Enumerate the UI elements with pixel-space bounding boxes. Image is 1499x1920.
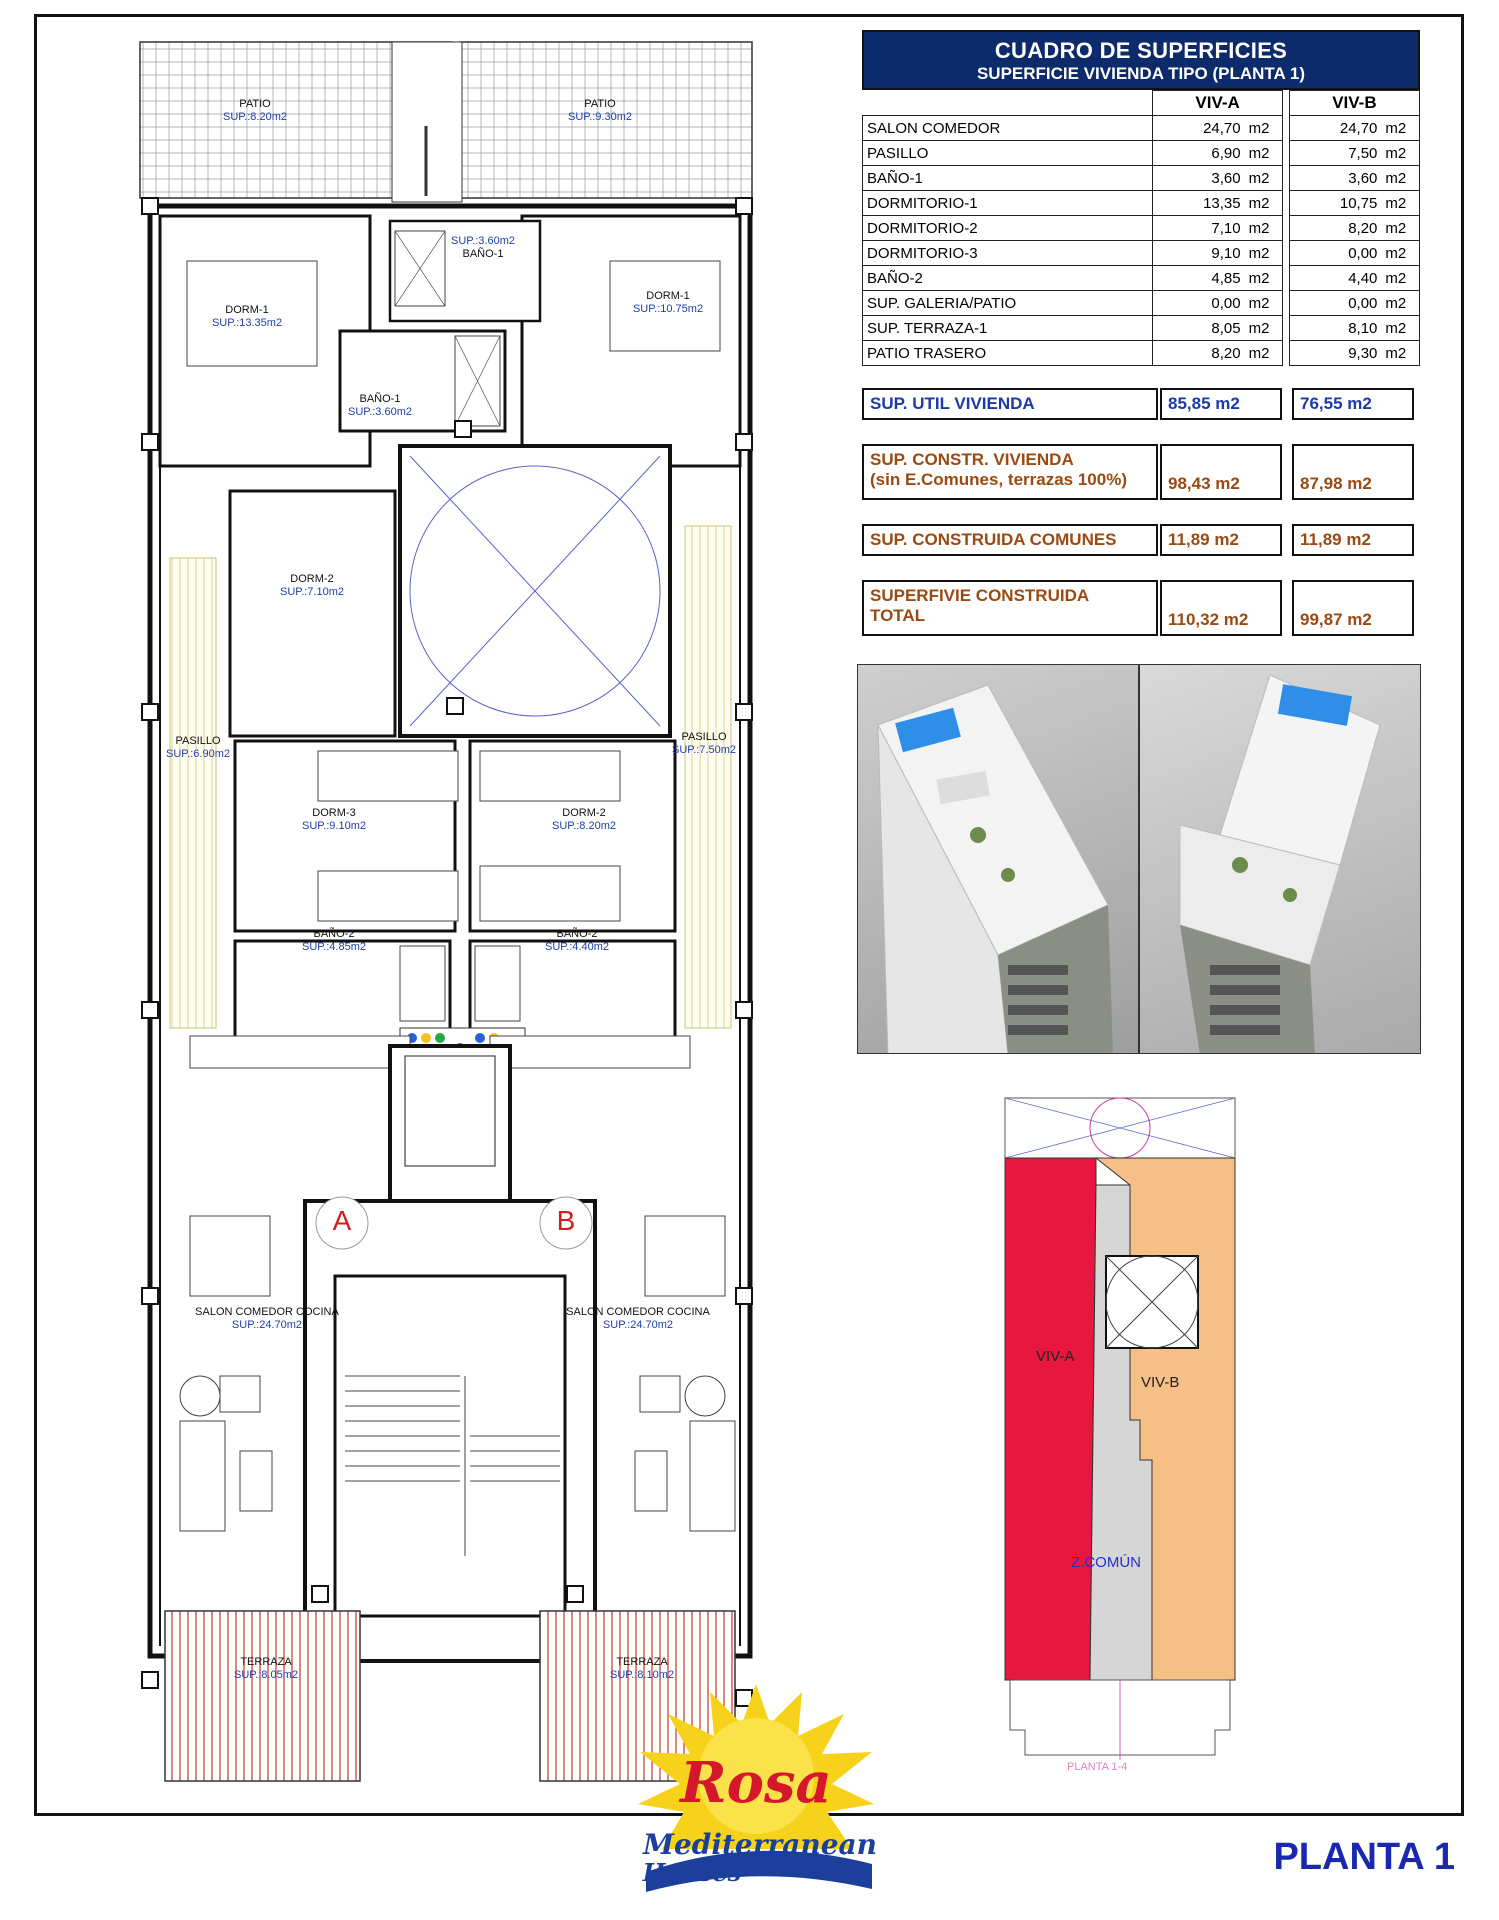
- row-total: SUPERFIVIE CONSTRUIDA TOTAL 110,32 m2 99,87 m2: [862, 580, 1420, 636]
- room-salon-b: SALON COMEDOR COCINA SUP.:24.70m2: [566, 1306, 710, 1331]
- room-terraza-a: TERRAZA SUP.:8.05m2: [233, 1656, 299, 1681]
- unit-b-marker: B: [556, 1205, 576, 1236]
- room-terraza-b: TERRAZA SUP.:8.10m2: [609, 1656, 675, 1681]
- surface-table: [862, 30, 1420, 636]
- room-pasillo-a: PASILLO SUP.:6.90m2: [165, 735, 231, 760]
- table-header: [862, 30, 1420, 90]
- room-pasillo-b: PASILLO SUP.:7.50m2: [671, 731, 737, 756]
- planta-range-label: PLANTA 1-4: [1067, 1761, 1128, 1773]
- surface-rows: [862, 90, 1420, 366]
- room-dorm2-b: DORM-2 SUP.:8.20m2: [551, 807, 617, 832]
- room-patio-a: PATIO SUP.:8.20m2: [222, 98, 288, 123]
- table-row: BAÑO-1 3,60 m2 3,60 m2: [863, 166, 1420, 191]
- table-title: CUADRO DE SUPERFICIES: [994, 38, 1288, 63]
- unit-location-diagram: [1000, 1090, 1240, 1790]
- room-bano2-a: BAÑO-2 SUP.:4.85m2: [301, 928, 367, 953]
- rosa-mediterranean-logo: [622, 1684, 890, 1894]
- col-viv-a: VIV-A: [1153, 91, 1283, 116]
- page-title: PLANTA 1: [1273, 1836, 1455, 1878]
- row-comunes: SUP. CONSTRUIDA COMUNES 11,89 m2 11,89 m2: [862, 524, 1420, 556]
- room-dorm3-a: DORM-3 SUP.:9.10m2: [301, 807, 367, 832]
- room-dorm2-a: DORM-2 SUP.:7.10m2: [279, 573, 345, 598]
- table-row: BAÑO-2 4,85 m2 4,40 m2: [863, 266, 1420, 291]
- room-bano1-top: SUP.:3.60m2 BAÑO-1: [450, 235, 516, 260]
- building-render-2: [1139, 664, 1421, 1054]
- zona-comun-label: Z.COMÚN: [1071, 1554, 1141, 1571]
- table-row: SUP. GALERIA/PATIO 0,00 m2 0,00 m2: [863, 291, 1420, 316]
- table-row: SALON COMEDOR 24,70 m2 24,70 m2: [863, 116, 1420, 141]
- row-util: SUP. UTIL VIVIENDA 85,85 m2 76,55 m2: [862, 388, 1420, 420]
- logo-line1: Mediterranean: [642, 1828, 878, 1861]
- room-dorm1-a: DORM-1 SUP.:13.35m2: [211, 304, 283, 329]
- row-constr: SUP. CONSTR. VIVIENDA (sin E.Comunes, terrazas 100%) 98,43 m2 87,98 m2: [862, 444, 1420, 500]
- table-subtitle: SUPERFICIE VIVIENDA TIPO (PLANTA 1): [976, 64, 1306, 83]
- table-row: SUP. TERRAZA-1 8,05 m2 8,10 m2: [863, 316, 1420, 341]
- building-render-1: [857, 664, 1139, 1054]
- room-dorm1-b: DORM-1 SUP.:10.75m2: [632, 290, 704, 315]
- viv-b-label: VIV-B: [1141, 1374, 1180, 1391]
- logo-line2: Houses: [642, 1858, 742, 1887]
- table-row: PATIO TRASERO 8,20 m2 9,30 m2: [863, 341, 1420, 366]
- room-bano1-a: BAÑO-1 SUP.:3.60m2: [347, 393, 413, 418]
- viv-a-label: VIV-A: [1036, 1348, 1075, 1365]
- table-row: PASILLO 6,90 m2 7,50 m2: [863, 141, 1420, 166]
- room-patio-b: PATIO SUP.:9.30m2: [567, 98, 633, 123]
- table-row: DORMITORIO-3 9,10 m2 0,00 m2: [863, 241, 1420, 266]
- table-row: DORMITORIO-1 13,35 m2 10,75 m2: [863, 191, 1420, 216]
- room-salon-a: SALON COMEDOR COCINA SUP.:24.70m2: [195, 1306, 339, 1331]
- floor-plan: [130, 36, 770, 1796]
- logo-brand: Rosa: [680, 1750, 832, 1816]
- table-row: DORMITORIO-2 7,10 m2 8,20 m2: [863, 216, 1420, 241]
- unit-a-marker: A: [332, 1205, 352, 1236]
- col-viv-b: VIV-B: [1289, 91, 1419, 116]
- room-bano2-b: BAÑO-2 SUP.:4.40m2: [544, 928, 610, 953]
